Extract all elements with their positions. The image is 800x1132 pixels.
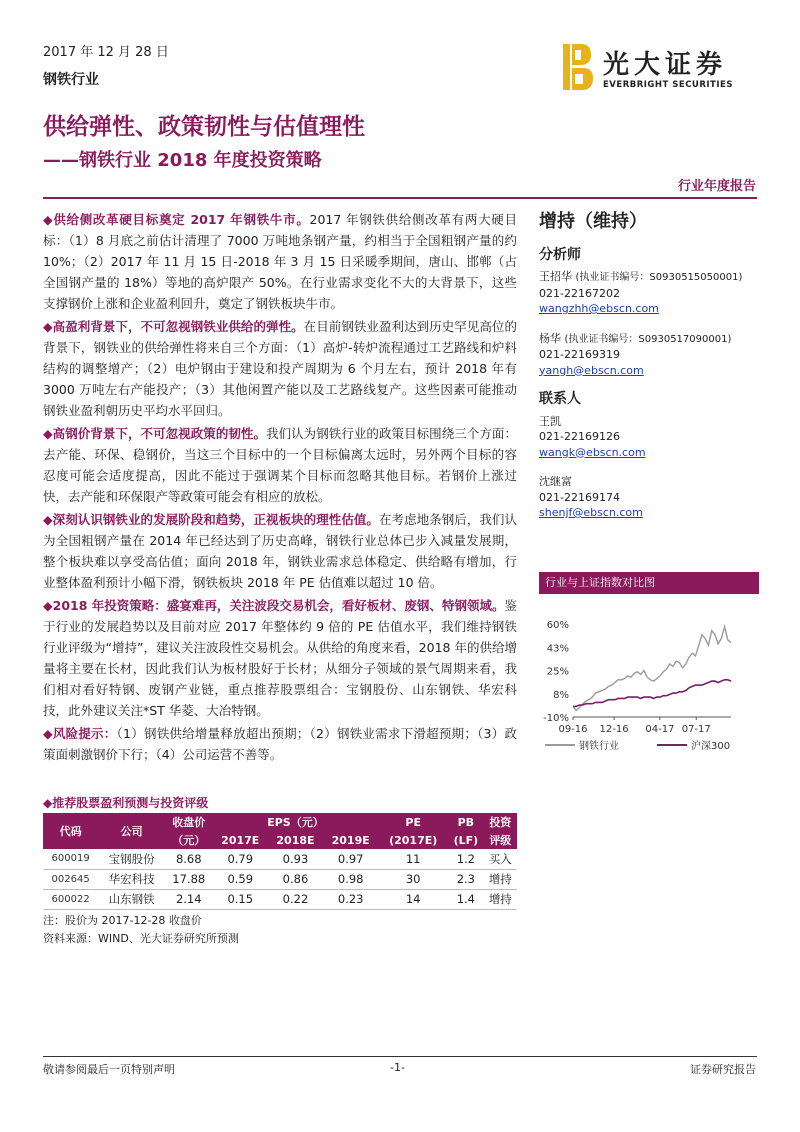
cell-pe: 30 — [378, 869, 448, 889]
header-code: 代码 — [43, 813, 98, 849]
analyst-email-link[interactable]: wangzhh@ebscn.com — [539, 302, 659, 315]
y-tick-label: -10% — [543, 713, 569, 724]
page-number: -1- — [390, 1061, 405, 1074]
paragraph-body: 我们认为钢铁行业的政策目标围绕三个方面：去产能、环保、稳钢价，当这三个目标中的一个目标偏离太远时，另外两个目标的容忍度可能会适度提高，因此不能过于强调某个目标而忽略其他目标。若钢价上涨过快，去产能和环保限产等政策可能会有相应的放松。 — [43, 426, 517, 504]
contact-name: 王凯 — [539, 414, 561, 428]
cell-rating: 买入 — [484, 849, 517, 869]
x-tick-label: 07-17 — [681, 724, 711, 735]
cell-eps: 0.97 — [323, 849, 378, 869]
paragraph-body: （1）钢铁供给增量释放超出预期；（2）钢铁业需求下滑超预期；（3）政策面刺激钢价下行；（4）公司运营不善等。 — [43, 726, 517, 762]
y-tick-label: 8% — [553, 689, 569, 701]
y-tick-label: 25% — [546, 666, 569, 678]
cell-eps: 0.22 — [268, 889, 323, 909]
cell-price: 17.88 — [165, 869, 213, 889]
cell-eps: 0.93 — [268, 849, 323, 869]
chart-title: 行业与上证指数对比图 — [539, 572, 759, 594]
logo-chinese-text: 光大证券 — [603, 50, 728, 80]
summary-body — [43, 209, 517, 767]
report-date: 2017 年 12 月 28 日 — [43, 45, 169, 60]
analyst-email-link[interactable]: yangh@ebscn.com — [539, 363, 644, 377]
header-pb: PB — [448, 813, 484, 831]
contact-email-link[interactable]: shenjf@ebscn.com — [539, 506, 643, 519]
analysts-heading: 分析师 — [539, 246, 581, 263]
cell-eps: 0.15 — [213, 889, 268, 909]
summary-paragraph — [43, 509, 517, 593]
cell-rating: 增持 — [484, 869, 517, 889]
company-logo — [563, 44, 759, 96]
paragraph-body: 在目前钢铁业盈利达到历史罕见高位的背景下，钢铁业的供给弹性将来自三个方面：（1）高炉-转炉流程通过工艺路线和炉料结构的调整增产；（2）电炉钢由于建设和投产周期为 6 个月左右，预计 2018 年有 3000 万吨左右产能投产；（3）其他闲置产能以及工艺路线复产。这些因素可能推动钢铁业盈利朝历史平均水平回归。 — [43, 319, 517, 418]
cell-eps: 0.59 — [213, 869, 268, 889]
analyst-card — [539, 331, 759, 379]
table-row — [43, 849, 517, 869]
cell-eps: 0.79 — [213, 849, 268, 869]
contact-card — [539, 474, 759, 521]
header-eps-year: 2017E — [213, 831, 268, 849]
analyst-cert: (执业证书编号：S0930517090001) — [564, 333, 732, 345]
header-divider — [43, 197, 757, 199]
contact-email-link[interactable]: wangk@ebscn.com — [539, 445, 646, 459]
summary-paragraph — [43, 209, 517, 314]
paragraph-lead: ◆风险提示： — [43, 726, 117, 741]
cell-rating: 增持 — [484, 889, 517, 909]
header-pe: PE — [378, 813, 448, 831]
paragraph-body: 2017 年钢铁供给侧改革有两大硬目标：（1）8 月底之前估计清理了 7000 万吨地条钢产量，约相当于全国粗钢产量的约 10%；（2）2017 年 11 月 15 日-2018 年 3 月 15 日采暖季期间，唐山、邯郸（占全国钢产量的 18%）等地的高炉限产 50%。在行业需求变化不大的大背景下，这些支撑钢价上涨和企业盈利回升，奠定了钢铁板块牛市。 — [43, 212, 517, 311]
header-pb-year: (LF) — [448, 831, 484, 849]
summary-paragraph — [43, 595, 517, 721]
cell-pb: 1.4 — [448, 889, 484, 909]
paragraph-body: 在考虑地条钢后，我们认为全国粗钢产量在 2014 年已经达到了历史高峰，钢铁行业总体已步入减量发展期，整个板块难以享受高估值；面向 2018 年，钢铁业需求总体稳定、供给略有增加，行业整体盈利预计小幅下滑，钢铁板块 2018 年 PE 估值难以超过 10 倍。 — [43, 512, 517, 590]
summary-paragraph — [43, 423, 517, 507]
cell-company: 宝钢股份 — [98, 849, 165, 869]
contact-name: 沈继富 — [539, 475, 572, 488]
price-note: 注：股价为 2017-12-28 收盘价 — [43, 914, 202, 927]
header-price-unit: （元） — [165, 831, 213, 849]
summary-paragraph — [43, 316, 517, 421]
cell-pb: 2.3 — [448, 869, 484, 889]
source-note: 资料来源：WIND、光大证券研究所预测 — [43, 932, 239, 945]
footer-report-label: 证券研究报告 — [690, 1063, 756, 1076]
cell-code: 600022 — [43, 889, 98, 909]
analyst-cert: (执业证书编号：S0930515050001) — [575, 272, 743, 283]
report-type-label: 行业年度报告 — [677, 179, 756, 194]
x-tick-label: 04-17 — [645, 724, 675, 735]
x-tick-label: 09-16 — [558, 724, 588, 735]
contact-phone: 021-22169174 — [539, 490, 620, 504]
contacts-heading: 联系人 — [539, 391, 581, 407]
header-company: 公司 — [98, 813, 165, 849]
header-eps: EPS（元） — [213, 813, 379, 831]
page-title: 供给弹性、政策韧性与估值理性 — [43, 114, 365, 140]
cell-pb: 1.2 — [448, 849, 484, 869]
cell-company: 山东钢铁 — [98, 889, 165, 909]
analyst-phone: 021-22169319 — [539, 348, 620, 361]
table-notes — [43, 912, 239, 948]
paragraph-lead: ◆2018 年投资策略：盛宴难再，关注波段交易机会，看好板材、废钢、特钢领域。 — [43, 598, 505, 613]
paragraph-body: 鉴于行业的发展趋势以及目前对应 2017 年整体约 9 倍的 PE 估值水平，我们维持钢铁行业评级为“增持”，建议关注波段性交易机会。从供给的角度来看，2018 年的供给增量将主要在长材，因此我们认为板材股好于长材；从细分子领域的景气周期来看，我们相对看好特钢、废钢产业链，重点推荐股票组合：宝钢股份、山东钢铁、华宏科技，此外建议关注*ST 华菱、大冶特钢。 — [43, 598, 517, 718]
paragraph-lead: ◆高盈利背景下，不可忽视钢铁业供给的弹性。 — [43, 319, 304, 334]
y-tick-label: 60% — [546, 620, 569, 631]
table-title: ◆推荐股票盈利预测与投资评级 — [43, 796, 209, 810]
header-eps-year: 2018E — [268, 831, 323, 849]
industry-label: 钢铁行业 — [43, 72, 99, 88]
stock-forecast-table — [43, 813, 517, 910]
performance-chart — [539, 612, 759, 762]
x-tick-label: 12-16 — [599, 724, 629, 735]
cell-price: 8.68 — [165, 849, 213, 869]
analyst-name: 王招华 — [539, 270, 572, 283]
legend-label-steel: 钢铁行业 — [579, 741, 619, 752]
analyst-name: 杨华 — [539, 331, 561, 345]
cell-price: 2.14 — [165, 889, 213, 909]
header-pe-year: (2017E) — [378, 831, 448, 849]
footer-divider — [43, 1056, 757, 1057]
cell-eps: 0.98 — [323, 869, 378, 889]
sidebar — [539, 211, 759, 535]
analyst-phone: 021-22167202 — [539, 286, 620, 300]
paragraph-lead: ◆高钢价背景下，不可忽视政策的韧性。 — [43, 426, 267, 441]
analyst-card — [539, 269, 759, 317]
cell-company: 华宏科技 — [98, 869, 165, 889]
header-price: 收盘价 — [165, 813, 213, 831]
header-rating-2: 评级 — [484, 831, 517, 849]
cell-eps: 0.86 — [268, 869, 323, 889]
table-row — [43, 889, 517, 909]
contact-phone: 021-22169126 — [539, 430, 620, 443]
legend-label-csi300: 沪深300 — [691, 741, 731, 752]
cell-eps: 0.23 — [323, 889, 378, 909]
paragraph-lead: ◆供给侧改革硬目标奠定 2017 年钢铁牛市。 — [43, 212, 310, 227]
cell-pe: 11 — [378, 849, 448, 869]
everbright-logo-icon — [563, 44, 593, 90]
page-subtitle: ——钢铁行业 2018 年度投资策略 — [43, 150, 322, 171]
cell-pe: 14 — [378, 889, 448, 909]
header-rating: 投资 — [484, 813, 517, 831]
header-eps-year: 2019E — [323, 831, 378, 849]
table-row — [43, 869, 517, 889]
logo-english-text: EVERBRIGHT SECURITIES — [603, 80, 733, 90]
paragraph-lead: ◆深刻认识钢铁业的发展阶段和趋势，正视板块的理性估值。 — [43, 512, 379, 527]
contact-card — [539, 414, 759, 461]
footer-disclaimer: 敬请参阅最后一页特别声明 — [43, 1063, 175, 1076]
cell-code: 600019 — [43, 849, 98, 869]
y-tick-label: 43% — [546, 643, 569, 655]
rating-label: 增持（维持） — [539, 211, 647, 232]
summary-paragraph — [43, 723, 517, 765]
cell-code: 002645 — [43, 869, 98, 889]
